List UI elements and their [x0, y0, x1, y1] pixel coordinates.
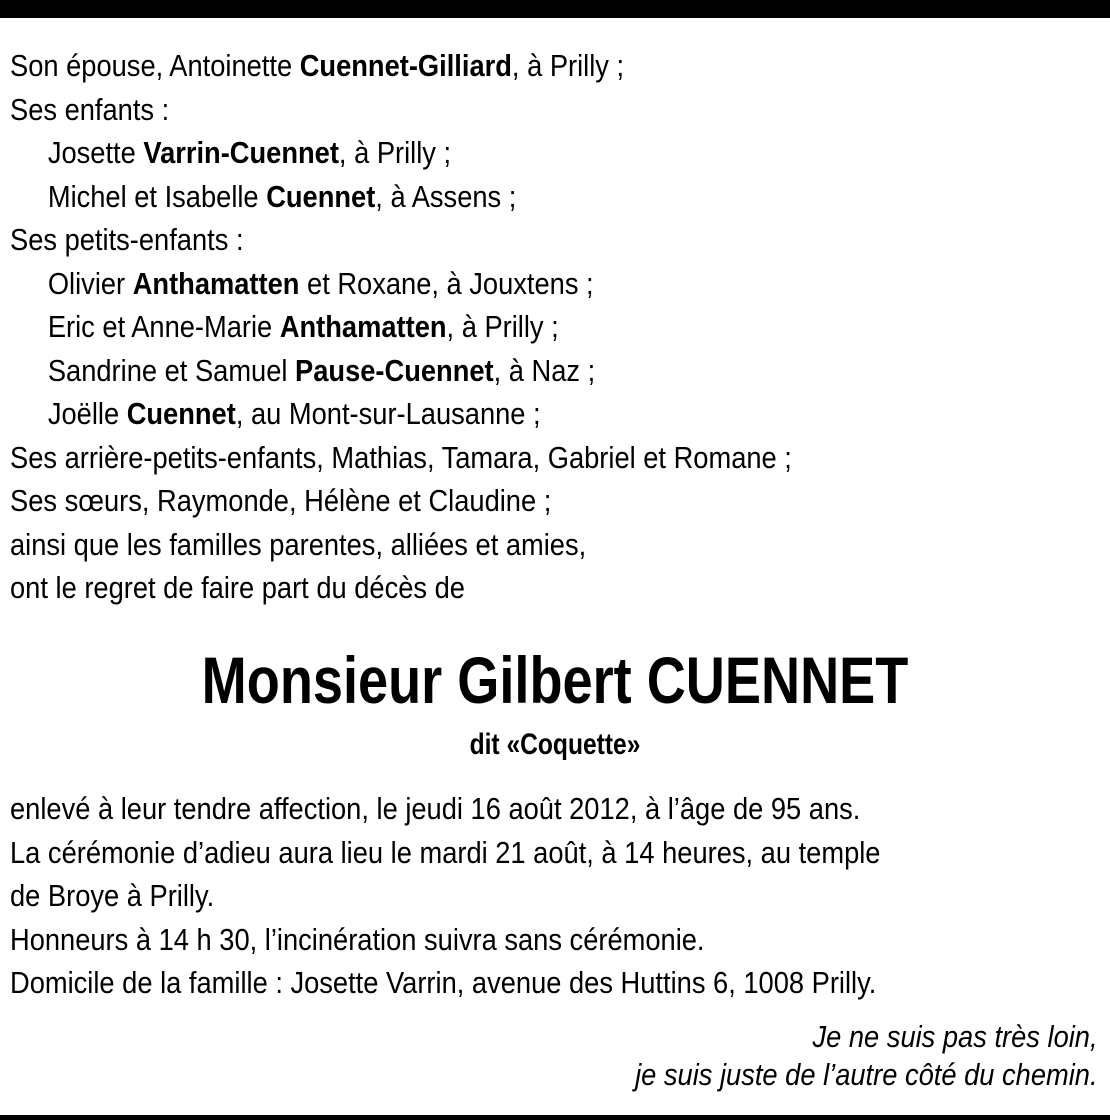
ceremony-details	[10, 787, 1100, 1005]
death-date-line: enlevé à leur tendre affection, le jeudi 16 août 2012, à l’âge de 95 ans.	[10, 791, 861, 826]
relatives-line: ainsi que les familles parentes, alliées et amies,	[10, 526, 587, 562]
child-prefix: Michel et Isabelle	[47, 178, 267, 214]
spouse-surname: Cuennet-Gilliard	[299, 48, 512, 83]
deceased-nickname: dit «Coquette»	[469, 728, 641, 761]
bottom-border-rule	[0, 1115, 1110, 1120]
closing-quote	[572, 1018, 1098, 1094]
top-border-rule	[0, 0, 1110, 18]
grandchild-surname: Anthamatten	[279, 309, 447, 344]
quote-line-1: Je ne suis pas très loin,	[812, 1019, 1098, 1054]
grandchild-surname: Pause-Cuennet	[295, 352, 494, 388]
family-address-line: Domicile de la famille : Josette Varrin, avenue des Huttins 6, 1008 Prilly.	[10, 965, 877, 1000]
spouse-line	[10, 44, 969, 88]
quote-line-2: je suis juste de l’autre côté du chemin.	[635, 1057, 1098, 1092]
ceremony-place-line: de Broye à Prilly.	[10, 878, 215, 913]
grandchild-prefix: Eric et Anne-Marie	[47, 309, 280, 344]
child-surname: Cuennet	[266, 178, 376, 214]
grandchild-line	[10, 262, 969, 306]
child-line	[10, 131, 969, 175]
grandchild-line	[10, 305, 969, 349]
grandchild-suffix: , à Naz ;	[493, 352, 596, 388]
children-heading: Ses enfants :	[10, 91, 170, 127]
grandchild-line	[10, 349, 969, 393]
child-surname: Varrin-Cuennet	[143, 135, 339, 170]
spouse-suffix: , à Prilly ;	[511, 48, 625, 83]
child-line	[10, 175, 969, 219]
deceased-name: Monsieur Gilbert CUENNET	[201, 643, 909, 717]
child-suffix: , à Prilly ;	[338, 135, 452, 170]
grandchild-suffix: , à Prilly ;	[446, 309, 559, 344]
grandchild-surname: Cuennet	[126, 396, 236, 431]
great-grandchildren-line: Ses arrière-petits-enfants, Mathias, Tamara, Gabriel et Romane ;	[10, 439, 792, 475]
grandchild-line	[10, 392, 969, 436]
announcement-line: ont le regret de faire part du décès de	[10, 570, 465, 605]
sisters-line: Ses sœurs, Raymonde, Hélène et Claudine ;	[10, 483, 552, 518]
grandchild-prefix: Olivier	[47, 265, 133, 301]
grandchildren-heading: Ses petits-enfants :	[10, 222, 244, 257]
grandchild-prefix: Joëlle	[47, 396, 127, 431]
family-list	[10, 44, 1100, 610]
spouse-prefix: Son épouse, Antoinette	[10, 48, 300, 83]
child-prefix: Josette	[47, 135, 144, 170]
honours-line: Honneurs à 14 h 30, l’incinération suivra sans cérémonie.	[10, 921, 705, 957]
grandchild-suffix: , au Mont-sur-Lausanne ;	[235, 396, 541, 431]
grandchild-prefix: Sandrine et Samuel	[47, 352, 296, 388]
child-suffix: , à Assens ;	[375, 178, 517, 214]
ceremony-line: La cérémonie d’adieu aura lieu le mardi 21 août, à 14 heures, au temple	[10, 834, 881, 870]
grandchild-surname: Anthamatten	[132, 265, 300, 301]
grandchild-suffix: et Roxane, à Jouxtens ;	[299, 265, 594, 301]
